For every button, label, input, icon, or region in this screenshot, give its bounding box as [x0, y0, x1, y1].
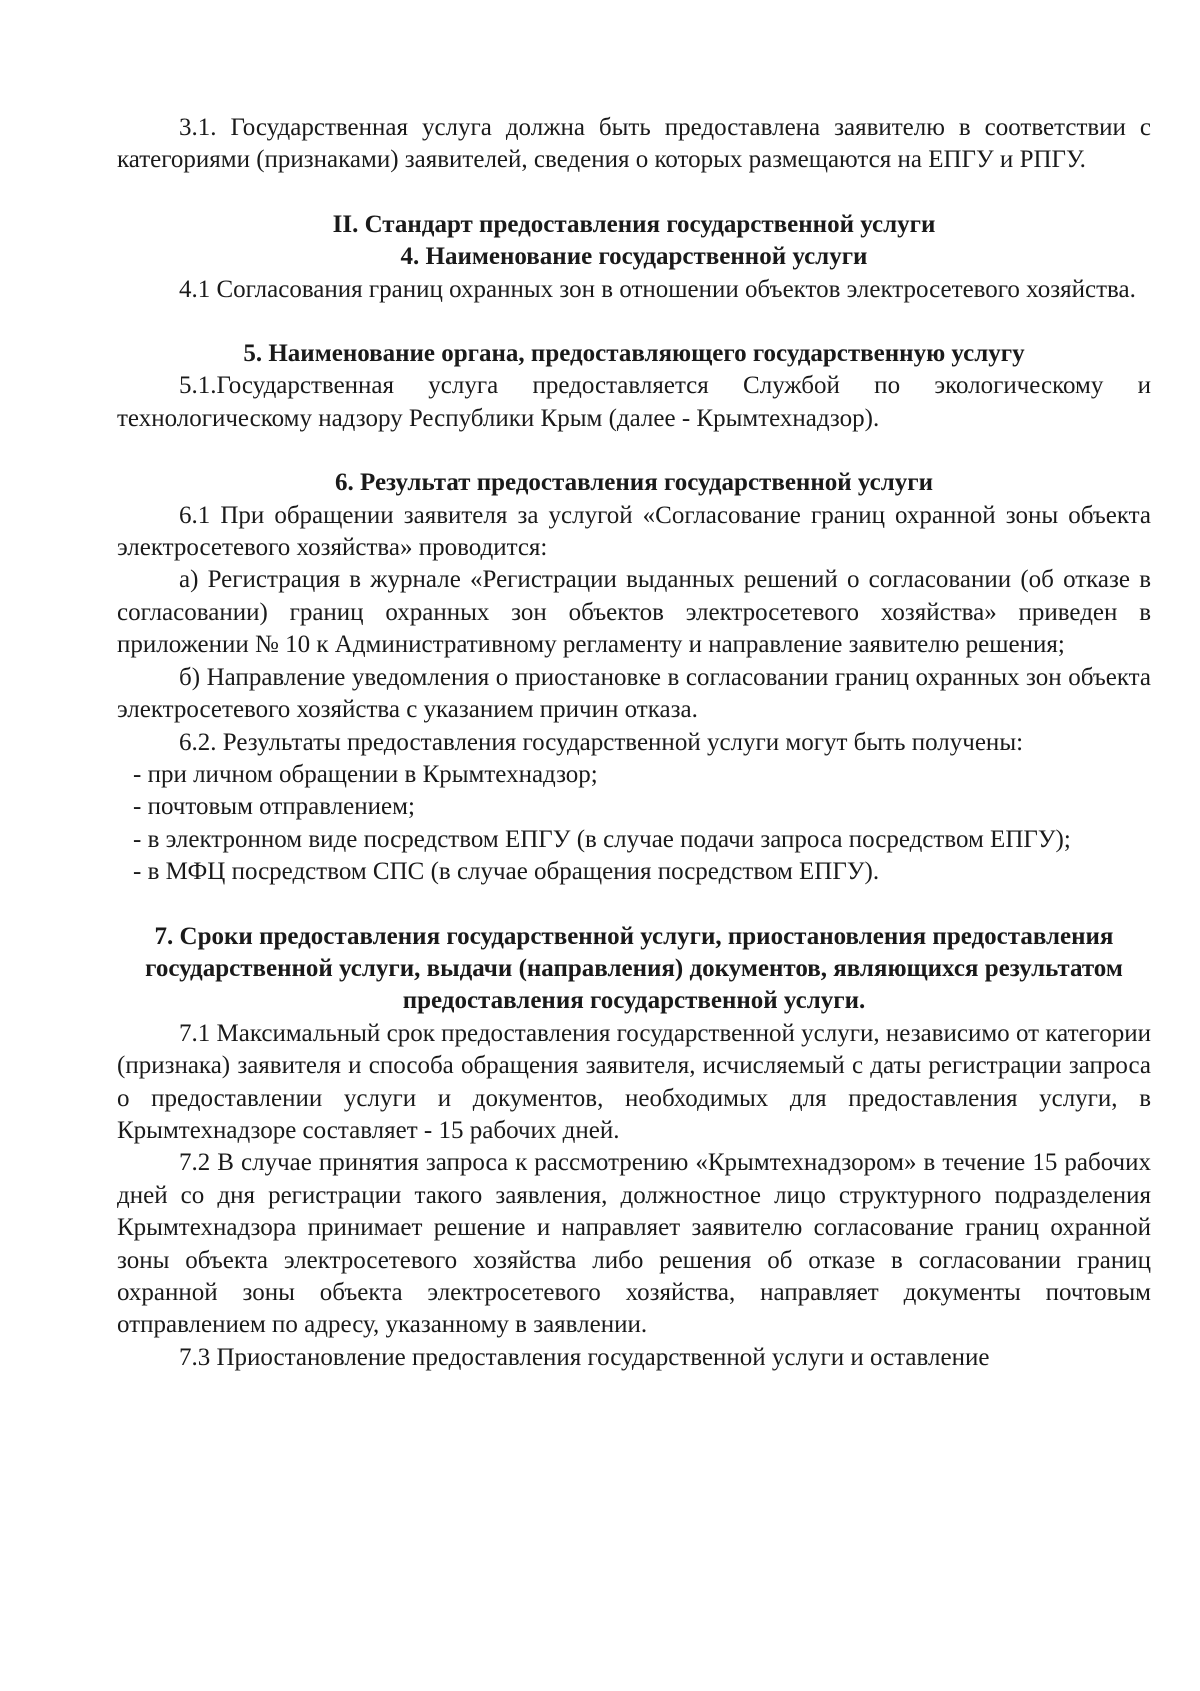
paragraph-6-1-a: а) Регистрация в журнале «Регистрации выданных решений о согласовании (об отказе в согласовании) границ охранных зон объектов электросетевого хозяйства» приведен в приложении № 10 к Административному регламенту и направление заявителю решения; [117, 566, 1151, 659]
list-item-electronic: - в электронном виде посредством ЕПГУ (в случае подачи запроса посредством ЕПГУ); [133, 825, 1071, 853]
spacer [117, 306, 1151, 338]
paragraph-6-2: 6.2. Результаты предоставления государственной услуги могут быть получены: [179, 728, 1024, 756]
spacer [117, 177, 1151, 209]
list-item-postal: - почтовым отправлением; [133, 793, 415, 821]
section-4-heading: 4. Наименование государственной услуги [400, 243, 868, 271]
paragraph-7-2: 7.2 В случае принятия запроса к рассмотрению «Крымтехнадзором» в течение 15 рабочих дней со дня регистрации такого заявления, должностное лицо структурного подразделения Крымтехнадзора принимает решение и направляет заявителю согласование границ охранной зоны объекта электросетевого хозяйства либо решения об отказе в согласовании границ охранной зоны объекта электросетевого хозяйства, направляет документы почтовым отправлением по адресу, указанному в заявлении. [117, 1149, 1151, 1339]
paragraph-3-1: 3.1. Государственная услуга должна быть предоставлена заявителю в соответствии с категориями (признаками) заявителей, сведения о которых размещаются на ЕПГУ и РПГУ. [117, 114, 1151, 174]
document-page [117, 112, 1151, 1374]
section-ii-heading: II. Стандарт предоставления государственной услуги [332, 210, 936, 238]
section-7-heading: 7. Сроки предоставления государственной услуги, приостановления предоставления государственной услуги, выдачи (направления) документов, являющихся результатом предоставления государственной услуги. [145, 922, 1123, 1015]
paragraph-4-1: 4.1 Согласования границ охранных зон в отношении объектов электросетевого хозяйства. [179, 275, 1136, 303]
section-6-heading: 6. Результат предоставления государственной услуги [335, 469, 933, 497]
paragraph-6-1-b: б) Направление уведомления о приостановке в согласовании границ охранных зон объекта электросетевого хозяйства с указанием причин отказа. [117, 663, 1151, 724]
paragraph-5-1: 5.1.Государственная услуга предоставляется Службой по экологическому и технологическому надзору Республики Крым (далее - Крымтехнадзор). [117, 372, 1151, 432]
paragraph-7-1: 7.1 Максимальный срок предоставления государственной услуги, независимо от категории (признака) заявителя и способа обращения заявителя, исчисляемый с даты регистрации запроса о предоставлении услуги и документов, необходимых для предоставления услуги, в Крымтехнадзоре составляет - 15 рабочих дней. [117, 1019, 1151, 1144]
paragraph-7-3: 7.3 Приостановление предоставления государственной услуги и оставление [179, 1343, 990, 1371]
spacer [117, 435, 1151, 467]
spacer [117, 889, 1151, 921]
list-item-mfc: - в МФЦ посредством СПС (в случае обращения посредством ЕПГУ). [133, 858, 880, 886]
section-5-heading: 5. Наименование органа, предоставляющего государственную услугу [243, 340, 1025, 368]
list-item-personal: - при личном обращении в Крымтехнадзор; [133, 760, 598, 788]
paragraph-6-1: 6.1 При обращении заявителя за услугой «Согласование границ охранной зоны объекта электросетевого хозяйства» проводится: [117, 501, 1151, 562]
